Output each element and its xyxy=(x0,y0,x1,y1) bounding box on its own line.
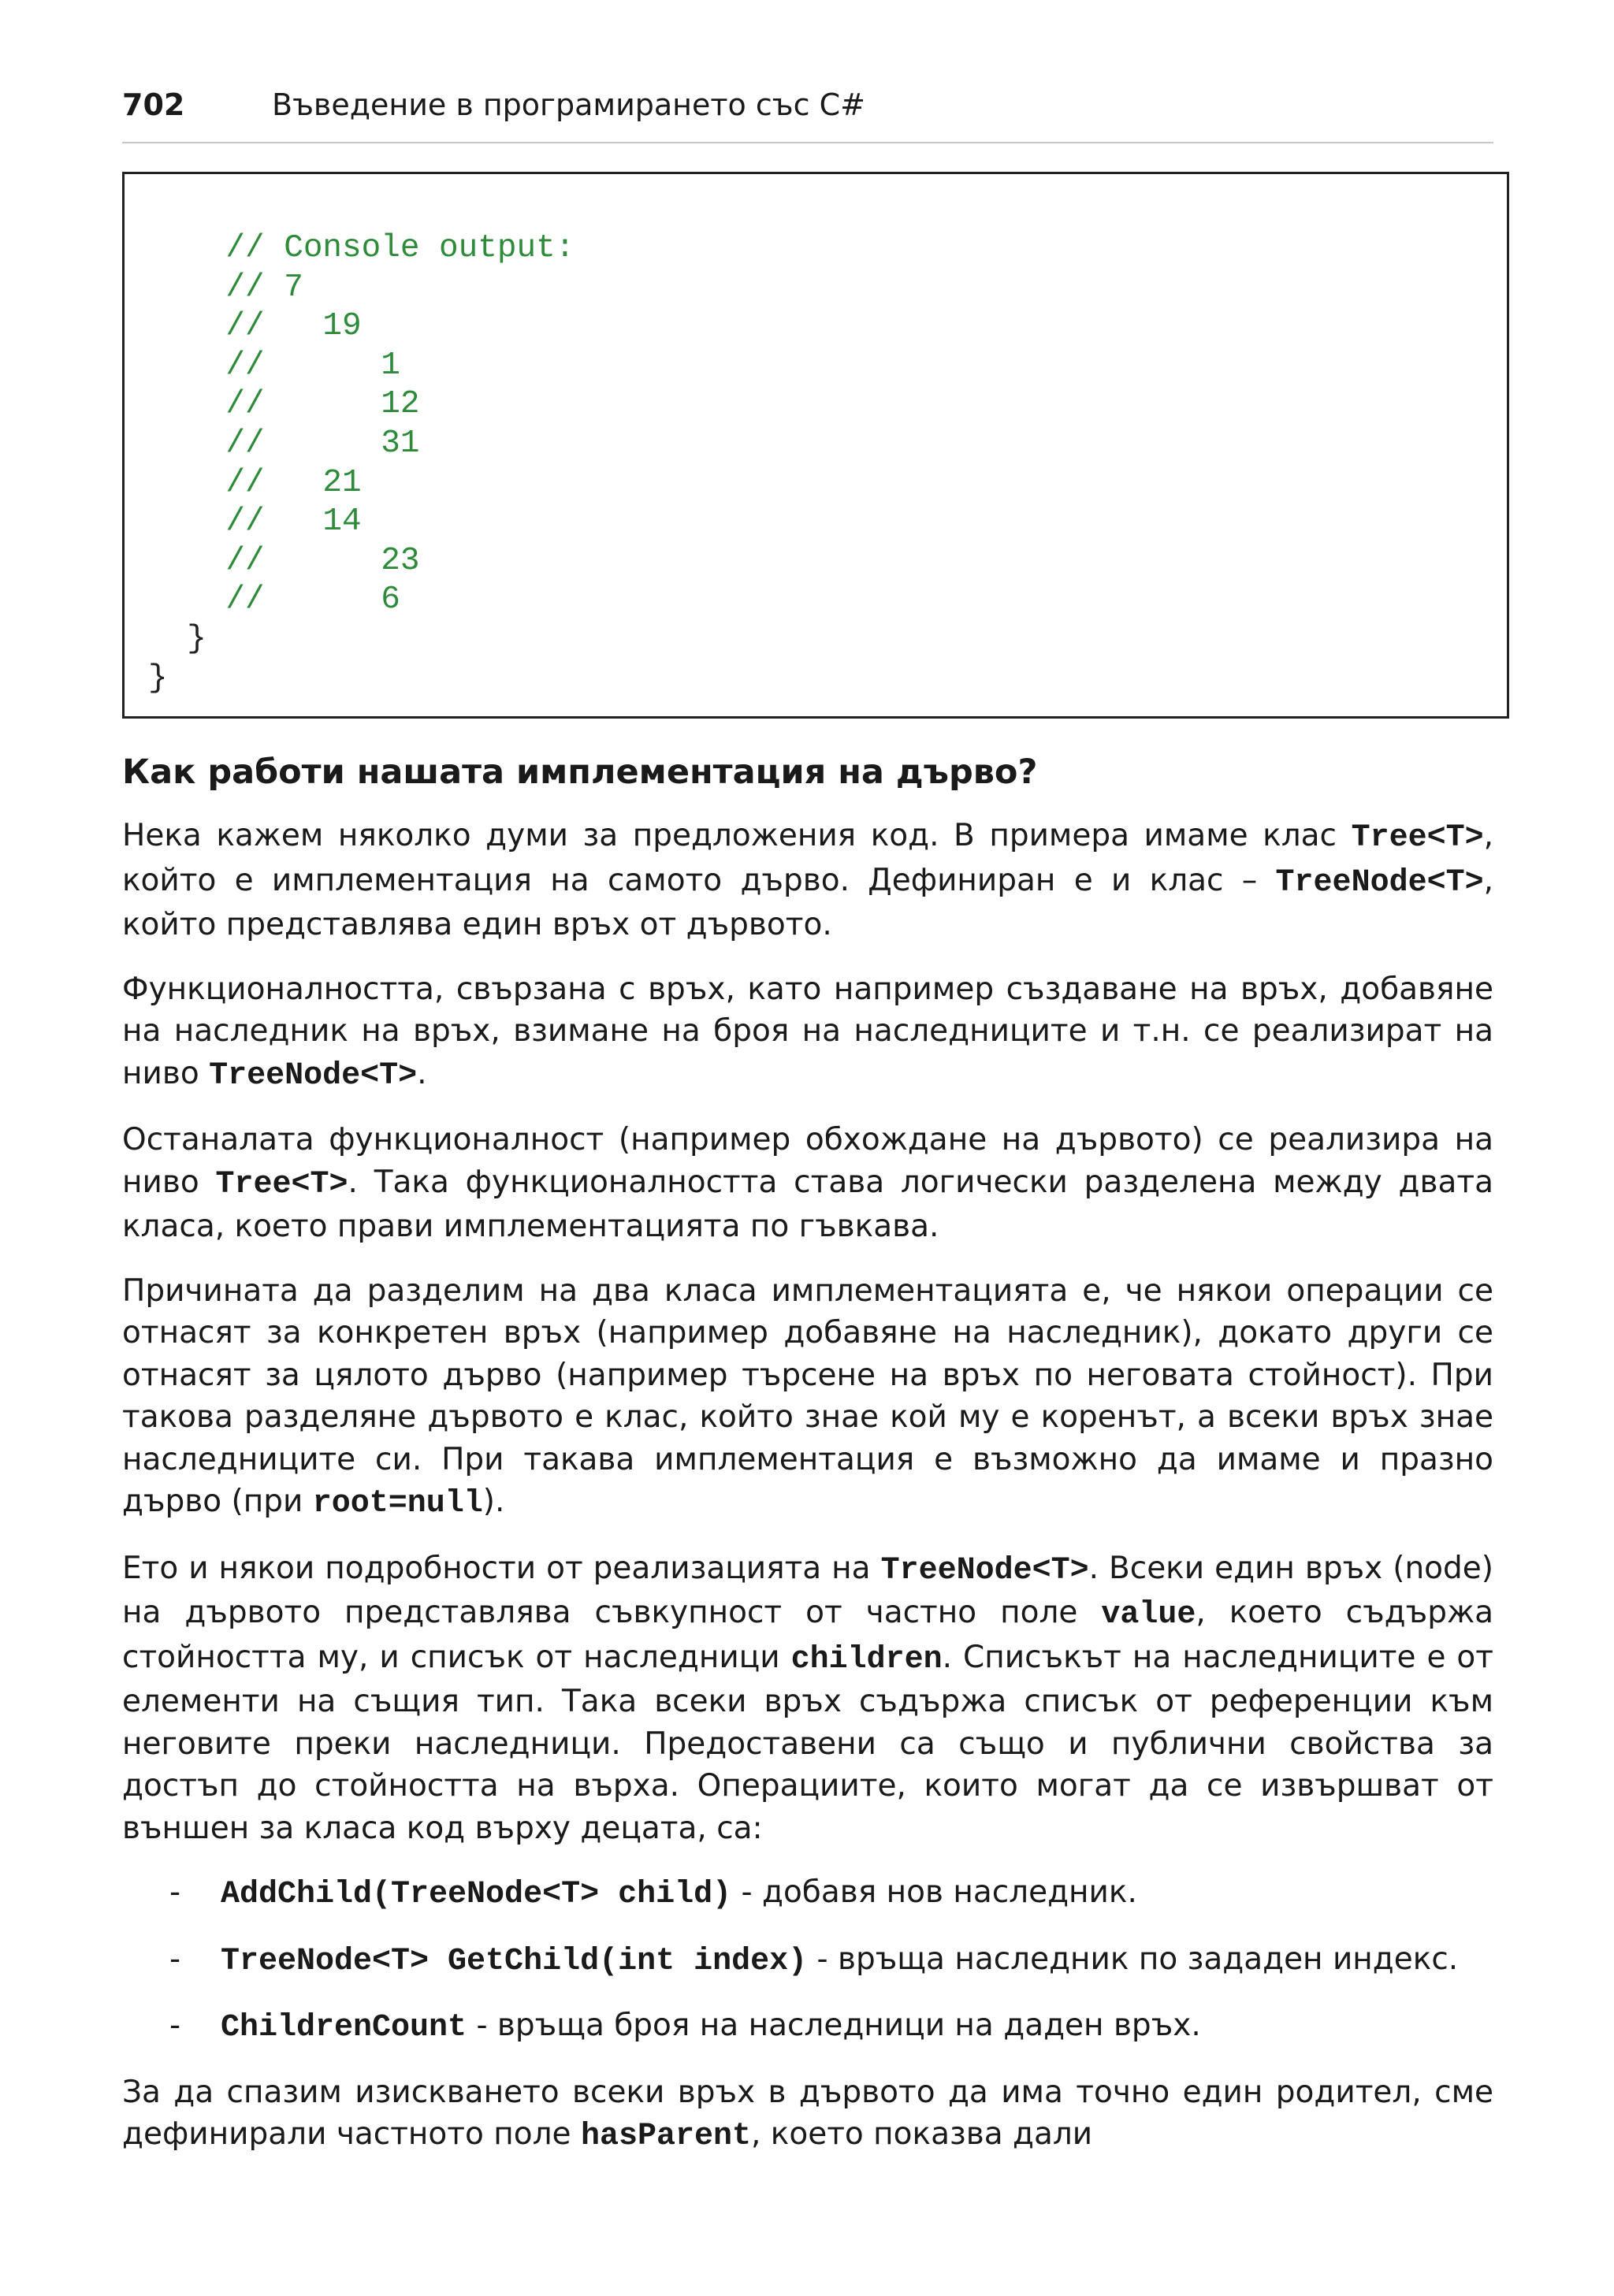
inline-code: root=null xyxy=(312,1486,483,1521)
inline-code: ChildrenCount xyxy=(221,2010,467,2045)
text-run: . Списъкът на наследниците е от елементи на същия тип. Така всеки връх съдържа списък от референции към неговите преки наследници. Предоставени са също и публични свойства за достъп до стойността на върха. Операциите, които могат да се извършват от външен за класа код върху децата, са: xyxy=(122,1639,1494,1846)
bullet-dash: - xyxy=(169,1874,181,1910)
text-run: ). xyxy=(482,1484,505,1519)
list-item xyxy=(122,1938,1493,1983)
code-line: } xyxy=(148,659,168,697)
text-run: . Всеки един връх (node) на дървото представлява съвкупност от частно поле xyxy=(122,1550,1493,1630)
text-run: Нека кажем няколко думи за предложения код. В примера имаме клас xyxy=(122,818,1352,853)
inline-code: Tree<T> xyxy=(1351,820,1484,856)
text-run: Причината да разделим на два класа имплементацията е, че някои операции се отнасят за конкретен връх (например добавяне на наследник), докато други се отнасят за цялото дърво (например търсене на връх по неговата стойност). При такова разделяне дървото е клас, който знае кой му е коренът, а всеки връх знае наследниците си. При такава имплементация е възможно да имаме и празно дърво (при xyxy=(122,1272,1493,1519)
list-item xyxy=(122,1871,1493,1916)
paragraph-has-parent xyxy=(122,2071,1493,2158)
section-content xyxy=(122,749,1493,2180)
text-run: , който представлява един връх от дървото. xyxy=(122,862,1493,942)
bullet-dash: - xyxy=(169,2008,181,2043)
text-run: - добавя нов наследник. xyxy=(731,1874,1137,1910)
code-line: // 19 xyxy=(148,308,362,345)
code-line: } xyxy=(148,620,206,657)
inline-code: TreeNode<T> xyxy=(209,1057,418,1094)
inline-code: value xyxy=(1101,1597,1196,1633)
book-title: Въведение в програмирането със C# xyxy=(272,87,865,122)
code-line: // 14 xyxy=(148,503,362,541)
inline-code: TreeNode<T> xyxy=(880,1552,1089,1588)
operations-list xyxy=(122,1871,1493,2049)
running-header xyxy=(122,85,1493,143)
inline-code: TreeNode<T> xyxy=(1275,864,1484,901)
code-lines xyxy=(148,229,575,698)
paragraph-split-reason xyxy=(122,1270,1493,1525)
inline-code: TreeNode<T> GetChild(int index) xyxy=(221,1943,808,1979)
text-run: - връща броя на наследници на даден връх. xyxy=(467,2008,1201,2043)
text-run: , което съдържа стойността му, и списък от наследници xyxy=(122,1595,1493,1675)
section-heading: Как работи нашата имплементация на дърво? xyxy=(122,752,1038,792)
code-line: // 21 xyxy=(148,464,362,501)
paragraph-intro xyxy=(122,815,1493,946)
inline-code: children xyxy=(790,1641,943,1677)
paragraph-treenode-details xyxy=(122,1547,1493,1850)
code-block xyxy=(122,172,1509,719)
bullet-dash: - xyxy=(169,1941,181,1977)
inline-code: hasParent xyxy=(580,2119,751,2154)
code-line: // 7 xyxy=(148,269,303,306)
text-run: За да спазим изискването всеки връх в дървото да има точно един родител, сме дефинирали частното поле xyxy=(122,2074,1493,2152)
code-line: // 6 xyxy=(148,581,400,619)
page-number: 702 xyxy=(122,87,185,122)
code-line: // 23 xyxy=(148,542,420,579)
inline-code: Tree<T> xyxy=(215,1166,348,1202)
text-run: - връща наследник по зададен индекс. xyxy=(807,1941,1459,1977)
code-line: // Console output: xyxy=(148,230,575,266)
code-line: // 12 xyxy=(148,386,420,423)
text-run: . Така функционалността става логически разделена между двата класа, което прави имплементацията по гъвкава. xyxy=(122,1164,1493,1244)
text-run: Ето и някои подробности от реализацията на xyxy=(122,1550,881,1586)
text-run: Останалата функционалност (например обхождане на дървото) се реализира на ниво xyxy=(122,1122,1493,1200)
list-item xyxy=(122,2004,1493,2049)
paragraph-node-functionality xyxy=(122,968,1493,1098)
inline-code: AddChild(TreeNode<T> child) xyxy=(221,1877,732,1912)
text-run: Функционалността, свързана с връх, като например създаване на връх, добавяне на наследник на връх, взимане на броя на наследниците и т.н. се реализират на ниво xyxy=(122,971,1493,1091)
text-run: , което показва дали xyxy=(750,2116,1093,2152)
code-line: // 31 xyxy=(148,425,420,462)
text-run: . xyxy=(417,1055,427,1091)
code-line: // 1 xyxy=(148,347,400,384)
paragraph-tree-functionality xyxy=(122,1119,1493,1248)
text-run: , който е имплементация на самото дърво. Дефиниран е и клас – xyxy=(122,818,1493,898)
